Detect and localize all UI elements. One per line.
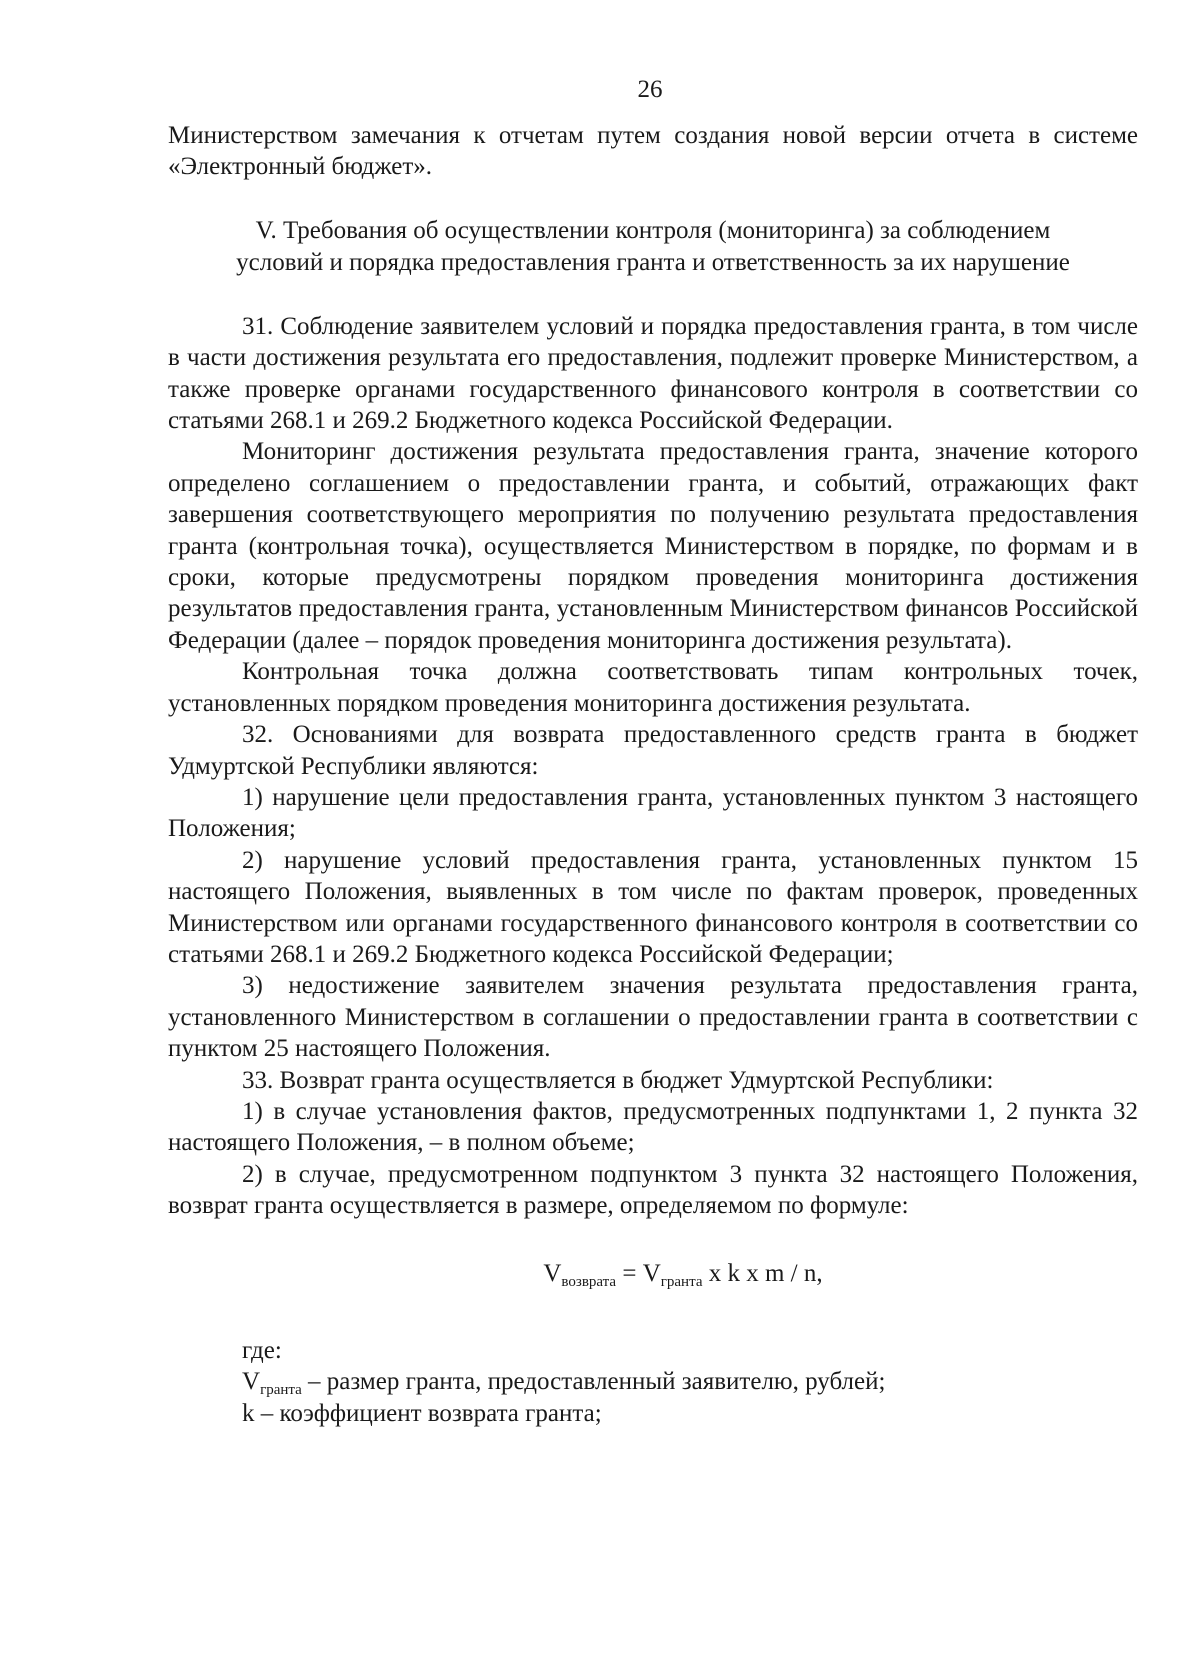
paragraph-33-item-1: 1) в случае установления фактов, предусмотренных подпунктами 1, 2 пункта 32 настоящего Положения, – в полном объеме; xyxy=(168,1097,1138,1157)
paragraph-32-item-3: 3) недостижение заявителем значения результата предоставления гранта, установленного Министерством в соглашении о предоставлении гранта в соответствии с пунктом 25 настоящего Положения. xyxy=(168,972,1138,1063)
formula-lhs-symbol: V xyxy=(543,1259,562,1287)
paragraph-33-item-2: 2) в случае, предусмотренном подпунктом 3 пункта 32 настоящего Положения, возврат гранта осуществляется в размере, определяемом по формуле: xyxy=(168,1160,1138,1220)
legend-v-subscript: гранта xyxy=(260,1382,302,1399)
formula-rhs-symbol: V xyxy=(642,1259,661,1287)
formula-rhs-rest: x k x m / n, xyxy=(702,1259,823,1287)
paragraph-32: 32. Основаниями для возврата предоставленного средств гранта в бюджет Удмуртской Республики являются: xyxy=(168,721,1138,780)
paragraph-33: 33. Возврат гранта осуществляется в бюджет Удмуртской Республики: xyxy=(242,1066,994,1094)
formula-rhs-subscript: гранта xyxy=(660,1273,703,1290)
legend-v-grant xyxy=(242,1366,1138,1397)
section-title-line-2: условий и порядка предоставления гранта и ответственность за их нарушение xyxy=(236,248,1070,276)
legend-v-symbol: V xyxy=(242,1368,261,1396)
paragraph-32-item-2: 2) нарушение условий предоставления гранта, установленных пунктом 15 настоящего Положения, выявленных в том числе по фактам проверок, проведенных Министерством или органами государственного финансового контроля в соответствии со статьями 268.1 и 269.2 Бюджетного кодекса Российской Федерации; xyxy=(168,846,1138,968)
legend-v-text: – размер гранта, предоставленный заявителю, рублей; xyxy=(301,1368,886,1396)
page-number: 26 xyxy=(637,76,663,103)
formula-legend xyxy=(168,1335,1138,1429)
legend-where: где: xyxy=(242,1337,282,1364)
paragraph-control-point: Контрольная точка должна соответствовать типам контрольных точек, установленных порядком проведения мониторинга достижения результата. xyxy=(168,658,1138,717)
legend-k: k – коэффициент возврата гранта; xyxy=(242,1399,602,1427)
document-body xyxy=(168,120,1138,1429)
formula-lhs-subscript: возврата xyxy=(561,1273,617,1290)
paragraph-monitoring: Мониторинг достижения результата предоставления гранта, значение которого определено соглашением о предоставлении гранта, и событий, отражающих факт завершения соответствующего мероприятия по получению результата предоставления гранта (контрольная точка), осуществляется Министерством в порядке, по формам и в сроки, которые предусмотрены порядком проведения мониторинга достижения результатов предоставления гранта, установленным Министерством финансов Российской Федерации (далее – порядок проведения мониторинга достижения результата). xyxy=(168,438,1138,654)
return-formula xyxy=(168,1258,1138,1289)
paragraph-31: 31. Соблюдение заявителем условий и порядка предоставления гранта, в том числе в части достижения результата его предоставления, подлежит проверке Министерством, а также проверке органами государственного финансового контроля в соответствии со статьями 268.1 и 269.2 Бюджетного кодекса Российской Федерации. xyxy=(168,312,1138,435)
section-title-line-1: V. Требования об осуществлении контроля (мониторинга) за соблюдением xyxy=(255,216,1051,244)
paragraph-32-item-1: 1) нарушение цели предоставления гранта, установленных пунктом 3 настоящего Положения; xyxy=(168,783,1138,843)
section-title xyxy=(168,215,1138,279)
continuation-paragraph: Министерством замечания к отчетам путем создания новой версии отчета в системе «Электронный бюджет». xyxy=(168,122,1138,181)
formula-equals: = xyxy=(616,1259,643,1287)
